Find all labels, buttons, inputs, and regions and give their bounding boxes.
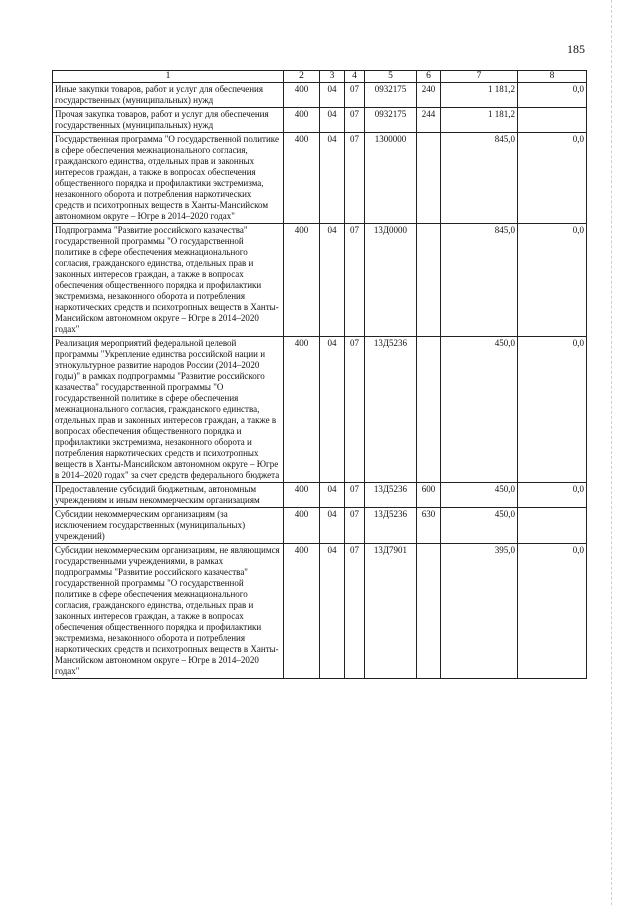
row-amount: 1 181,2: [441, 108, 518, 133]
row-name: Прочая закупка товаров, работ и услуг для обеспечения государственных (муниципальных) нужд: [53, 108, 284, 133]
row-code-target: 0932175: [365, 83, 417, 108]
row-code-expense-type: 240: [417, 83, 441, 108]
row-code-admin: 400: [284, 133, 320, 224]
table-row: [53, 544, 587, 679]
row-code-expense-type: [417, 544, 441, 679]
row-code-expense-type: [417, 224, 441, 337]
row-code-section: 04: [320, 508, 345, 544]
row-code-subsection: 07: [345, 224, 365, 337]
row-amount-2: 0,0: [518, 224, 587, 337]
column-header: 4: [345, 71, 365, 83]
scan-edge-line: [611, 0, 612, 905]
table-row: [53, 483, 587, 508]
table-header-row: [53, 71, 587, 83]
row-name: Государственная программа "О государственной политике в сфере обеспечения межнационального согласия, гражданского единства, отдельных прав и законных интересов граждан, а также в вопросах обеспечения общественного порядка и профилактики экстремизма, незаконного оборота и потребления наркотических средств и психотропных веществ в Ханты-Мансийском автономном округе – Югре в 2014–2020 годах": [53, 133, 284, 224]
row-code-section: 04: [320, 544, 345, 679]
row-code-expense-type: 244: [417, 108, 441, 133]
row-code-admin: 400: [284, 108, 320, 133]
column-header: 3: [320, 71, 345, 83]
budget-table: [52, 70, 587, 679]
table-row: [53, 508, 587, 544]
row-code-expense-type: 600: [417, 483, 441, 508]
column-header: 8: [518, 71, 587, 83]
row-name: Иные закупки товаров, работ и услуг для обеспечения государственных (муниципальных) нужд: [53, 83, 284, 108]
row-code-section: 04: [320, 337, 345, 483]
row-amount-2: 0,0: [518, 337, 587, 483]
row-name: Субсидии некоммерческим организациям, не являющимся государственными учреждениями, в рамках подпрограммы "Развитие российского казачества" государственной программы "О государственной политике в сфере обеспечения межнационального согласия, гражданского единства, отдельных прав и законных интересов граждан, а также в вопросах обеспечения общественного порядка и профилактики экстремизма, незаконного оборота и потребления наркотических средств и психотропных веществ в Ханты-Мансийском автономном округе – Югре в 2014–2020 годах": [53, 544, 284, 679]
row-amount: 395,0: [441, 544, 518, 679]
table-row: [53, 83, 587, 108]
row-amount-2: 0,0: [518, 83, 587, 108]
row-code-section: 04: [320, 83, 345, 108]
row-code-subsection: 07: [345, 483, 365, 508]
row-code-section: 04: [320, 133, 345, 224]
row-code-subsection: 07: [345, 337, 365, 483]
row-code-subsection: 07: [345, 83, 365, 108]
row-code-subsection: 07: [345, 108, 365, 133]
row-amount: 450,0: [441, 483, 518, 508]
column-header: 6: [417, 71, 441, 83]
table-row: [53, 337, 587, 483]
row-code-admin: 400: [284, 337, 320, 483]
row-code-target: 0932175: [365, 108, 417, 133]
row-code-subsection: 07: [345, 544, 365, 679]
row-code-section: 04: [320, 224, 345, 337]
row-name: Предоставление субсидий бюджетным, автономным учреждениям и иным некоммерческим организациям: [53, 483, 284, 508]
row-amount-2: [518, 508, 587, 544]
row-code-section: 04: [320, 108, 345, 133]
row-code-admin: 400: [284, 483, 320, 508]
row-code-admin: 400: [284, 508, 320, 544]
row-code-target: 13Д5236: [365, 508, 417, 544]
table-row: [53, 224, 587, 337]
row-code-subsection: 07: [345, 133, 365, 224]
row-amount-2: 0,0: [518, 544, 587, 679]
column-header: 1: [53, 71, 284, 83]
row-amount-2: [518, 108, 587, 133]
row-name: Реализация мероприятий федеральной целевой программы "Укрепление единства российской нации и этнокультурное развитие народов России (2014–2020 годы)" в рамках подпрограммы "Развитие российского казачества" государственной программы "О государственной политике в сфере обеспечения межнационального согласия, гражданского единства, отдельных прав и законных интересов граждан, а также в вопросах обеспечения общественного порядка и профилактики экстремизма, незаконного оборота и потребления наркотических средств и психотропных веществ в Ханты-Мансийском автономном округе – Югре в 2014–2020 годах" за счет средств федерального бюджета: [53, 337, 284, 483]
table-row: [53, 108, 587, 133]
row-code-subsection: 07: [345, 508, 365, 544]
row-code-admin: 400: [284, 83, 320, 108]
row-code-target: 13Д0000: [365, 224, 417, 337]
row-amount: 845,0: [441, 224, 518, 337]
row-name: Подпрограмма "Развитие российского казачества" государственной программы "О государственной политике в сфере обеспечения межнационального согласия, гражданского единства, отдельных прав и законных интересов граждан, а также в вопросах обеспечения общественного порядка и профилактики экстремизма, незаконного оборота и потребления наркотических средств и психотропных веществ в Ханты-Мансийском автономном округе – Югре в 2014–2020 годах": [53, 224, 284, 337]
row-amount-2: 0,0: [518, 483, 587, 508]
row-amount-2: 0,0: [518, 133, 587, 224]
row-code-admin: 400: [284, 224, 320, 337]
row-amount: 450,0: [441, 337, 518, 483]
row-code-expense-type: 630: [417, 508, 441, 544]
row-code-target: 13Д5236: [365, 483, 417, 508]
row-code-expense-type: [417, 133, 441, 224]
row-code-target: 1300000: [365, 133, 417, 224]
table-row: [53, 133, 587, 224]
row-name: Субсидии некоммерческим организациям (за исключением государственных (муниципальных) учреждений): [53, 508, 284, 544]
row-code-target: 13Д5236: [365, 337, 417, 483]
row-amount: 450,0: [441, 508, 518, 544]
row-code-expense-type: [417, 337, 441, 483]
row-amount: 1 181,2: [441, 83, 518, 108]
row-code-section: 04: [320, 483, 345, 508]
page-number: 185: [567, 42, 585, 56]
row-code-admin: 400: [284, 544, 320, 679]
column-header: 5: [365, 71, 417, 83]
column-header: 7: [441, 71, 518, 83]
column-header: 2: [284, 71, 320, 83]
row-amount: 845,0: [441, 133, 518, 224]
row-code-target: 13Д7901: [365, 544, 417, 679]
